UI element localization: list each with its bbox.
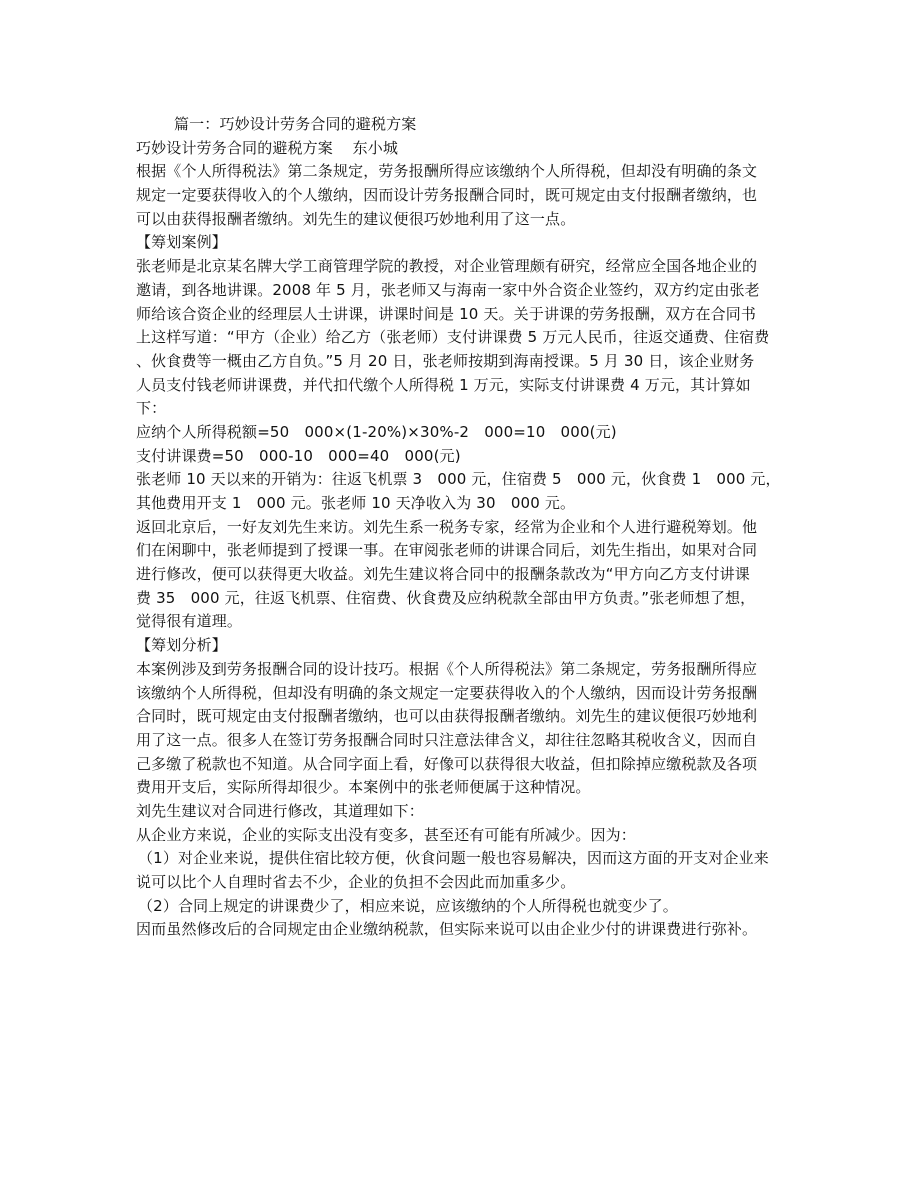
text-line: 返回北京后，一好友刘先生来访。刘先生系一税务专家，经常为企业和个人进行避税筹划。他 bbox=[136, 517, 758, 536]
text-line: 张老师 10 天以来的开销为：往返飞机票 3 000 元，住宿费 5 000 元，伙食费 1 000 元， bbox=[136, 470, 781, 489]
text-line: 们在闲聊中，张老师提到了授课一事。在审阅张老师的讲课合同后，刘先生指出，如果对合同 bbox=[136, 541, 758, 560]
calculation-block bbox=[136, 421, 796, 468]
text-line: 根据《个人所得税法》第二条规定，劳务报酬所得应该缴纳个人所得税，但却没有明确的条文 bbox=[136, 162, 758, 181]
text-line: 张老师是北京某名牌大学工商管理学院的教授，对企业管理颇有研究，经常应全国各地企业的 bbox=[136, 257, 758, 276]
intro-paragraph bbox=[136, 160, 796, 231]
expenses-paragraph bbox=[136, 468, 796, 515]
text-line: 进行修改，便可以获得更大收益。刘先生建议将合同中的报酬条款改为“甲方向乙方支付讲课 bbox=[136, 565, 750, 584]
text-line: 上这样写道：“甲方（企业）给乙方（张老师）支付讲课费 5 万元人民币，往返交通费、住宿费 bbox=[136, 328, 770, 347]
enterprise-statement: 从企业方来说，企业的实际支出没有变多，甚至还有可能有所减少。因为： bbox=[136, 825, 636, 844]
text-line: 人员支付钱老师讲课费，并代扣代缴个人所得税 1 万元，实际支付讲课费 4 万元，其计算如 bbox=[136, 375, 751, 394]
text-line: 本案例涉及到劳务报酬合同的设计技巧。根据《个人所得税法》第二条规定，劳务报酬所得应 bbox=[136, 659, 758, 678]
text-line: 己多缴了税款也不知道。从合同字面上看，好像可以获得很大收益，但扣除掉应缴税款及各项 bbox=[136, 754, 758, 773]
reason-intro: 刘先生建议对合同进行修改，其道理如下： bbox=[136, 801, 424, 820]
formula-line: 支付讲课费=50 000-10 000=40 000(元) bbox=[136, 446, 461, 465]
text-line: 费用开支后，实际所得却很少。本案例中的张老师便属于这种情况。 bbox=[136, 778, 591, 797]
return-paragraph bbox=[136, 516, 796, 634]
analysis-paragraph bbox=[136, 658, 796, 800]
text-line: 师给该合资企业的经理层人士讲课，讲课时间是 10 天。关于讲课的劳务报酬，双方在合同书 bbox=[136, 304, 757, 323]
text-line: （1）对企业来说，提供住宿比较方便，伙食问题一般也容易解决，因而这方面的开支对企业来 bbox=[138, 849, 769, 868]
text-line: 费 35 000 元，往返飞机票、住宿费、伙食费及应纳税款全部由甲方负责。”张老师想了想， bbox=[136, 588, 756, 607]
section-heading-case: 【筹划案例】 bbox=[136, 233, 227, 252]
text-line: 觉得很有道理。 bbox=[136, 612, 243, 631]
text-line: 合同时，既可规定由支付报酬者缴纳，也可以由获得报酬者缴纳。刘先生的建议便很巧妙地利 bbox=[136, 707, 758, 726]
document-title: 篇一：巧妙设计劳务合同的避税方案 bbox=[174, 115, 417, 133]
text-line: 规定一定要获得收入的个人缴纳，因而设计劳务报酬合同时，既可规定由支付报酬者缴纳，也 bbox=[136, 186, 758, 205]
case-paragraph bbox=[136, 255, 796, 421]
text-line: 其他费用开支 1 000 元。张老师 10 天净收入为 30 000 元。 bbox=[136, 494, 576, 512]
conclusion: 因而虽然修改后的合同规定由企业缴纳税款，但实际来说可以由企业少付的讲课费进行弥补。 bbox=[136, 920, 758, 939]
text-line: 用了这一点。很多人在签订劳务报酬合同时只注意法律含义，却往往忽略其税收含义，因而自 bbox=[136, 730, 758, 749]
point-2: （2）合同上规定的讲课费少了，相应来说，应该缴纳的个人所得税也就变少了。 bbox=[138, 896, 678, 915]
point-1 bbox=[136, 847, 796, 894]
section-heading-analysis: 【筹划分析】 bbox=[136, 636, 227, 655]
text-line: 说可以比个人自理时省去不少，企业的负担不会因此而加重多少。 bbox=[136, 873, 576, 891]
text-line: 该缴纳个人所得税，但却没有明确的条文规定一定要获得收入的个人缴纳，因而设计劳务报酬 bbox=[136, 683, 758, 702]
text-line: 下： bbox=[136, 399, 167, 418]
text-line: 可以由获得报酬者缴纳。刘先生的建议便很巧妙地利用了这一点。 bbox=[136, 209, 576, 228]
document-subtitle: 巧妙设计劳务合同的避税方案 东小城 bbox=[136, 138, 399, 157]
document-page bbox=[136, 113, 796, 942]
text-line: 邀请，到各地讲课。2008 年 5 月，张老师又与海南一家中外合资企业签约，双方约定由张老 bbox=[136, 280, 760, 299]
text-line: 、伙食费等一概由乙方自负。”5 月 20 日，张老师按期到海南授课。5 月 30 日，该企业财务 bbox=[136, 351, 755, 370]
formula-line: 应纳个人所得税额=50 000×(1-20%)×30%-2 000=10 000(元) bbox=[136, 422, 617, 441]
